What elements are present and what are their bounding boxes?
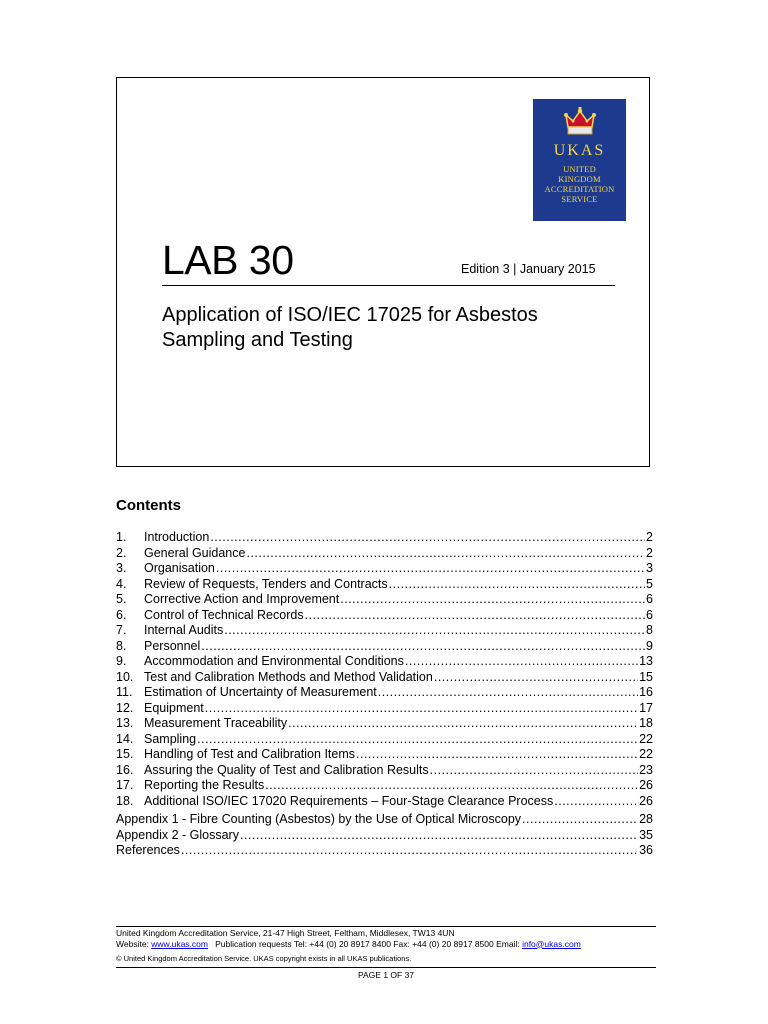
toc-entry-number: 10.: [116, 669, 134, 684]
toc-entry[interactable]: [116, 561, 653, 577]
footer-rule-bottom: [116, 967, 656, 968]
toc-entry-number: 6.: [116, 607, 127, 622]
contents-heading: Contents: [116, 497, 181, 514]
toc-leader: [356, 747, 638, 763]
toc-leader: [522, 812, 638, 828]
toc-leader: [340, 592, 645, 608]
toc-entry-page: 26: [639, 778, 653, 792]
website-label: Website:: [116, 938, 152, 949]
toc-entry-number: 12.: [116, 700, 134, 715]
toc-entry-label: Review of Requests, Tenders and Contracts: [144, 576, 388, 591]
toc-entry-number: 5.: [116, 592, 127, 606]
toc-entry-label: Organisation: [144, 561, 215, 575]
toc-leader: [216, 561, 645, 577]
toc-entry-number: 3.: [116, 561, 127, 575]
toc-entry-number: 15.: [116, 747, 134, 761]
document-code: LAB 30: [162, 237, 294, 283]
toc-entry-label: General Guidance: [144, 545, 246, 560]
toc-entry-number: 14.: [116, 731, 134, 746]
title-line-2: Sampling and Testing: [162, 329, 353, 351]
toc-entry-page: 18: [639, 716, 653, 730]
email-link[interactable]: info@ukas.com: [522, 938, 581, 949]
toc-entry-page: 35: [639, 827, 653, 842]
toc-entry-label: Reporting the Results: [144, 778, 265, 792]
toc-appendix-entry[interactable]: [116, 843, 653, 859]
toc-entry-number: 11.: [116, 685, 133, 699]
toc-entry-number: 9.: [116, 654, 127, 668]
toc-entry[interactable]: [116, 794, 653, 810]
toc-entry-number: 1.: [116, 530, 127, 544]
toc-leader: [205, 701, 638, 717]
toc-entry-label: Personnel: [144, 638, 201, 653]
toc-leader: [305, 608, 645, 624]
logo-line-3: ACCREDITATION: [544, 184, 615, 194]
toc-leader: [389, 577, 645, 593]
toc-leader: [434, 670, 638, 686]
toc-entry-number: 13.: [116, 716, 134, 730]
toc-entry-page: 23: [639, 762, 653, 777]
toc-entry-number: 2.: [116, 545, 127, 560]
toc-entry[interactable]: [116, 685, 653, 701]
toc-entry[interactable]: [116, 608, 653, 624]
cover-box: [116, 77, 650, 467]
toc-entry[interactable]: [116, 716, 653, 732]
toc-entry[interactable]: [116, 639, 653, 655]
title-line-1: Application of ISO/IEC 17025 for Asbestos: [162, 304, 538, 326]
logo-line-2: KINGDOM: [558, 174, 601, 184]
toc-entry-label: Sampling: [144, 731, 197, 746]
toc-entry-label: Handling of Test and Calibration Items: [144, 747, 355, 761]
toc-entry[interactable]: [116, 592, 653, 608]
toc-entry-page: 16: [639, 685, 653, 699]
toc-entry-label: Assuring the Quality of Test and Calibration Results: [144, 762, 429, 777]
toc-entry-label: Appendix 2 - Glossary: [116, 827, 239, 842]
toc-entry-label: Measurement Traceability: [144, 716, 288, 730]
title-rule: [162, 285, 615, 286]
toc-entry-page: 22: [639, 747, 653, 761]
logo-line-4: SERVICE: [561, 194, 598, 204]
table-of-contents: [116, 530, 653, 859]
page-number: PAGE 1 OF 37: [357, 969, 415, 980]
toc-entry-label: Estimation of Uncertainty of Measurement: [144, 685, 377, 699]
toc-leader: [430, 763, 638, 779]
logo-line-1: UNITED: [563, 164, 596, 174]
toc-entry[interactable]: [116, 623, 653, 639]
toc-entry-page: 5: [646, 576, 653, 591]
toc-entry-label: Test and Calibration Methods and Method Validation: [144, 669, 433, 684]
toc-leader: [288, 716, 638, 732]
toc-leader: [240, 828, 638, 844]
toc-leader: [554, 794, 638, 810]
toc-entry-number: 17.: [116, 778, 134, 792]
toc-entry-label: Additional ISO/IEC 17020 Requirements – Four-Stage Clearance Process: [144, 793, 554, 808]
toc-entry-number: 18.: [116, 793, 134, 808]
toc-entry-label: Appendix 1 - Fibre Counting (Asbestos) by the Use of Optical Microscopy: [116, 812, 522, 826]
toc-entry-page: 36: [639, 843, 653, 857]
toc-leader: [265, 778, 638, 794]
toc-entry-page: 22: [639, 731, 653, 746]
toc-entry-label: Equipment: [144, 700, 204, 715]
toc-entry-page: 6: [646, 607, 653, 622]
toc-leader: [246, 546, 645, 562]
toc-entry-page: 9: [646, 638, 653, 653]
logo-name: UKAS: [553, 142, 606, 159]
toc-entry-page: 13: [639, 654, 653, 668]
toc-entry[interactable]: [116, 763, 653, 779]
footer-address: United Kingdom Accreditation Service, 21-47 High Street, Feltham, Middlesex, TW13 4UN: [116, 928, 455, 938]
toc-entry-label: Corrective Action and Improvement: [144, 592, 340, 606]
website-link[interactable]: www.ukas.com: [151, 938, 208, 949]
toc-leader: [405, 654, 638, 670]
toc-appendix-entry[interactable]: [116, 812, 653, 828]
toc-entry[interactable]: [116, 778, 653, 794]
toc-entry-label: Internal Audits: [144, 623, 224, 637]
ukas-logo: [533, 99, 626, 221]
toc-entry[interactable]: [116, 670, 653, 686]
edition-date: Edition 3 | January 2015: [461, 262, 596, 276]
copyright-notice: © United Kingdom Accreditation Service. UKAS copyright exists in all UKAS publications.: [116, 954, 412, 963]
toc-entry[interactable]: [116, 577, 653, 593]
toc-leader: [378, 685, 638, 701]
toc-entry[interactable]: [116, 732, 653, 748]
toc-entry[interactable]: [116, 546, 653, 562]
toc-entry-label: References: [116, 843, 180, 857]
toc-entry[interactable]: [116, 701, 653, 717]
toc-entry[interactable]: [116, 654, 653, 670]
toc-entry-page: 2: [646, 545, 653, 560]
toc-entry-page: 17: [639, 700, 653, 715]
toc-entry-label: Control of Technical Records: [144, 607, 304, 622]
toc-entry-page: 6: [646, 592, 653, 606]
toc-leader: [224, 623, 645, 639]
toc-leader: [210, 530, 645, 546]
toc-entry-number: 16.: [116, 762, 134, 777]
publication-text: Publication requests Tel: +44 (0) 20 8917 8400 Fax: +44 (0) 20 8917 8500 Email:: [215, 938, 523, 949]
crown-icon: [563, 107, 597, 137]
document-title: [162, 303, 622, 353]
toc-leader: [181, 843, 638, 859]
toc-entry-number: 8.: [116, 638, 127, 653]
toc-entry-number: 4.: [116, 576, 127, 591]
toc-entry-label: Accommodation and Environmental Conditions: [144, 654, 404, 668]
toc-entry-page: 2: [646, 530, 653, 544]
toc-entry-page: 8: [646, 623, 653, 637]
toc-entry-number: 7.: [116, 623, 127, 637]
footer: [116, 926, 656, 980]
toc-entry-page: 15: [639, 669, 653, 684]
toc-entry-page: 28: [639, 812, 653, 826]
toc-leader: [197, 732, 638, 748]
toc-entry-label: Introduction: [144, 530, 210, 544]
toc-entry[interactable]: [116, 747, 653, 763]
footer-contact: [116, 939, 656, 950]
toc-entry-page: 3: [646, 561, 653, 575]
toc-leader: [201, 639, 645, 655]
toc-entry-page: 26: [639, 793, 653, 808]
toc-appendix-entry[interactable]: [116, 828, 653, 844]
toc-entry[interactable]: [116, 530, 653, 546]
